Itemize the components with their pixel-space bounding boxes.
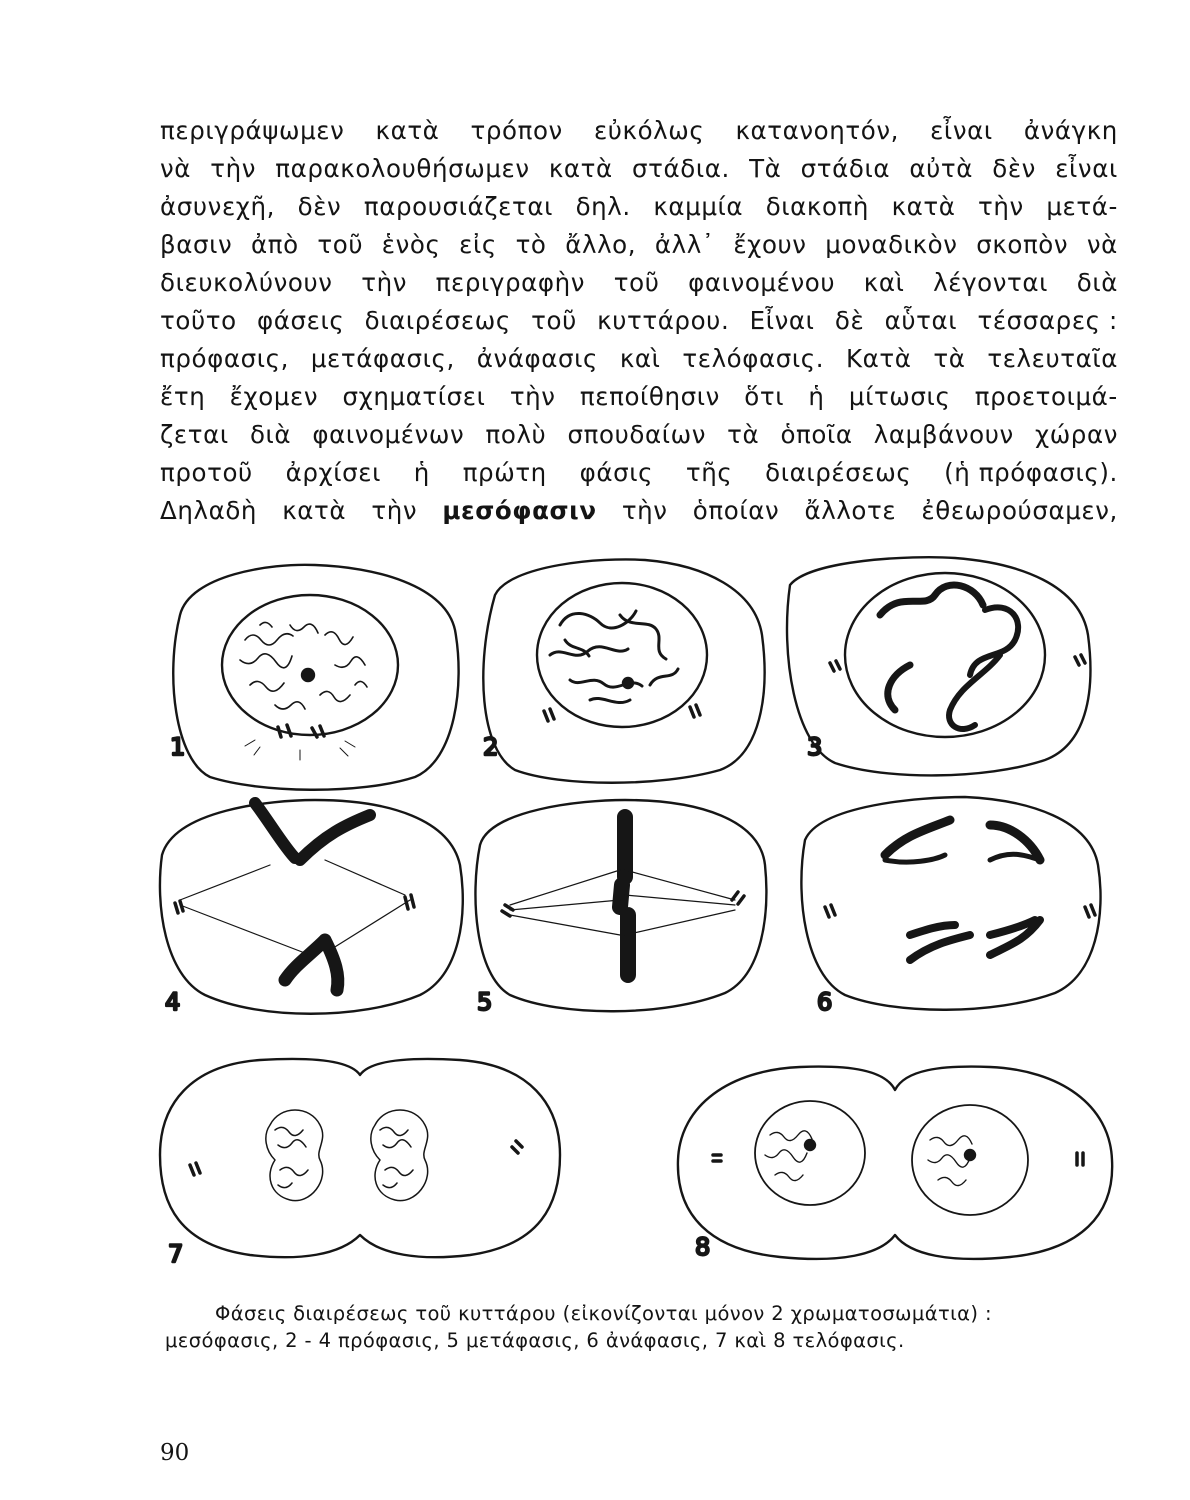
- word: εἰς: [459, 230, 497, 259]
- word: ἔχουν: [733, 230, 807, 259]
- word: ἔτη: [160, 382, 206, 411]
- word: κατὰ: [375, 116, 440, 145]
- word: ἀπὸ: [250, 230, 299, 259]
- fig-number-8: 8: [695, 1233, 711, 1261]
- word: τέσσαρες :: [977, 306, 1118, 335]
- cell-8-drawing: [678, 1067, 1112, 1259]
- word: (ἡ πρόφασις).: [944, 458, 1118, 487]
- word: ὁποῖα: [780, 420, 853, 449]
- word: διὰ: [1076, 268, 1118, 297]
- text-line-3: [160, 188, 1118, 226]
- text-line-5: [160, 264, 1118, 302]
- word: παρουσιάζεται: [363, 192, 554, 221]
- word: ἄλλοτε: [804, 496, 897, 525]
- word: Δηλαδὴ: [160, 496, 258, 525]
- word: πεποίθησιν: [579, 382, 720, 411]
- word: ἀσυνεχῆ,: [160, 192, 276, 221]
- word: πρώτη: [462, 458, 547, 487]
- word: πολὺ: [485, 420, 547, 449]
- word: εἶναι: [1055, 154, 1118, 183]
- word: τὴν: [371, 496, 418, 525]
- text-line-11: [160, 492, 1118, 530]
- word: φάσις: [579, 458, 654, 487]
- word: τελόφασις.: [682, 344, 825, 373]
- word: τὰ: [727, 420, 760, 449]
- cell-3-drawing: [787, 557, 1090, 775]
- cell-4-drawing: [160, 800, 463, 1014]
- word: τῆς: [685, 458, 733, 487]
- word: κατὰ: [282, 496, 347, 525]
- caption-line-2: μεσόφασις, 2 - 4 πρόφασις, 5 μετάφασις, 6 ἀνάφασις, 7 καὶ 8 τελόφασις.: [165, 1329, 905, 1352]
- word: αὐτὰ: [909, 154, 974, 183]
- fig-number-7: 7: [168, 1240, 184, 1268]
- word: ἐθεωρούσαμεν,: [921, 496, 1118, 525]
- word: στάδια.: [632, 154, 730, 183]
- word: πρόφασις,: [160, 344, 289, 373]
- word: δὲ: [834, 306, 865, 335]
- word: φάσεις: [256, 306, 345, 335]
- text-line-7: [160, 340, 1118, 378]
- word: ἑνὸς: [381, 230, 441, 259]
- word: σκοπὸν: [976, 230, 1069, 259]
- word: τοῦτο: [160, 306, 237, 335]
- word: δὲν: [297, 192, 342, 221]
- word: μετά-: [1046, 192, 1118, 221]
- word: σχηματίσει: [342, 382, 486, 411]
- word: Εἶναι: [749, 306, 815, 335]
- text-line-1: [160, 112, 1118, 150]
- cell-1-drawing: [173, 565, 458, 790]
- fig-number-6: 6: [817, 988, 833, 1016]
- fig-number-3: 3: [807, 733, 823, 761]
- cell-5-drawing: [475, 800, 766, 1011]
- word: λαμβάνουν: [873, 420, 1014, 449]
- word: τὴν: [978, 192, 1024, 221]
- word: ἀνάφασις: [476, 344, 599, 373]
- word: τοῦ: [531, 306, 577, 335]
- fig-number-1: 1: [170, 733, 186, 761]
- word: τὸ: [515, 230, 547, 259]
- fig-number-4: 4: [165, 988, 181, 1016]
- word: τὴν: [210, 154, 257, 183]
- figure-caption: [165, 1300, 1125, 1354]
- word: προτοῦ: [160, 458, 253, 487]
- fig-number-5: 5: [477, 988, 493, 1016]
- word: Κατὰ: [846, 344, 912, 373]
- word: νὰ: [1086, 230, 1118, 259]
- page-number: 90: [160, 1440, 190, 1466]
- word: κατὰ: [891, 192, 956, 221]
- word: κατανοητόν,: [735, 116, 899, 145]
- word: διαιρέσεως: [364, 306, 511, 335]
- cell-2-drawing: [483, 559, 764, 782]
- word: φαινομένου: [688, 268, 836, 297]
- word: διακοπὴ: [765, 192, 870, 221]
- word: δηλ.: [575, 192, 631, 221]
- text-line-8: [160, 378, 1118, 416]
- caption-line-1: Φάσεις διαιρέσεως τοῦ κυττάρου (εἰκονίζονται μόνον 2 χρωματοσωμάτια) :: [215, 1302, 992, 1325]
- word: στάδια: [800, 154, 891, 183]
- word: δὲν: [992, 154, 1036, 183]
- word: βασιν: [160, 230, 233, 259]
- word: νὰ: [160, 154, 192, 183]
- word: μίτωσις: [848, 382, 951, 411]
- word: λέγονται: [933, 268, 1049, 297]
- word: διαιρέσεως: [765, 458, 912, 487]
- word: παρακολουθήσωμεν: [275, 154, 530, 183]
- word: διὰ: [249, 420, 292, 449]
- word: τρόπον: [470, 116, 563, 145]
- word: τοῦ: [613, 268, 660, 297]
- word: κυττάρου.: [597, 306, 730, 335]
- word: χώραν: [1034, 420, 1118, 449]
- word: τὰ: [933, 344, 966, 373]
- word: ἀλλ᾽: [654, 230, 715, 259]
- word: ὅτι: [744, 382, 785, 411]
- word: καμμία: [653, 192, 744, 221]
- word: εἶναι: [930, 116, 993, 145]
- word: ἡ: [808, 382, 825, 411]
- mitosis-figure: [150, 555, 1130, 1275]
- text-line-9: [160, 416, 1118, 454]
- word: προετοιμά-: [974, 382, 1118, 411]
- word: ἀνάγκη: [1023, 116, 1118, 145]
- word: καὶ: [619, 344, 661, 373]
- word: ὁποίαν: [692, 496, 780, 525]
- mitosis-drawing: [150, 555, 1130, 1275]
- term-mesophasis: μεσόφασιν: [442, 496, 597, 525]
- word: καὶ: [863, 268, 905, 297]
- word: κατὰ: [548, 154, 613, 183]
- word: μοναδικὸν: [825, 230, 958, 259]
- word: ζεται: [160, 420, 229, 449]
- word: φαινομένων: [312, 420, 465, 449]
- cell-6-drawing: [801, 797, 1100, 1010]
- word: ἔχομεν: [229, 382, 319, 411]
- word: περιγράψωμεν: [160, 116, 345, 145]
- word: σπουδαίων: [567, 420, 706, 449]
- body-text: [160, 112, 1118, 530]
- word: μετάφασις,: [310, 344, 455, 373]
- word: ἀρχίσει: [285, 458, 381, 487]
- word: αὗται: [884, 306, 958, 335]
- text-line-6: [160, 302, 1118, 340]
- word: τὴν: [621, 496, 668, 525]
- text-line-4: [160, 226, 1118, 264]
- word: ἄλλο,: [565, 230, 637, 259]
- word: Τὰ: [749, 154, 782, 183]
- word: ἡ: [413, 458, 430, 487]
- fig-number-2: 2: [483, 733, 499, 761]
- text-line-2: [160, 150, 1118, 188]
- text-line-10: [160, 454, 1118, 492]
- word: διευκολύνουν: [160, 268, 333, 297]
- word: περιγραφὴν: [435, 268, 586, 297]
- word: τὴν: [509, 382, 556, 411]
- cell-7-drawing: [160, 1059, 560, 1257]
- word: τοῦ: [317, 230, 364, 259]
- word: εὐκόλως: [593, 116, 705, 145]
- word: τὴν: [361, 268, 407, 297]
- word: τελευταῖα: [987, 344, 1118, 373]
